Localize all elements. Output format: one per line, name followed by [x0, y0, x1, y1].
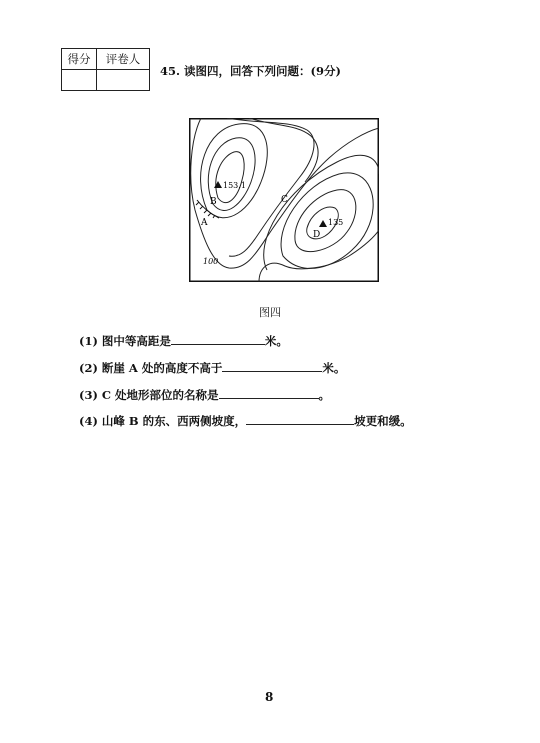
- item-4-prefix: (4) 山峰 B 的东、西两侧坡度，: [79, 414, 247, 428]
- score-table: [61, 48, 150, 91]
- peak-b-height-label: 153.1: [223, 181, 246, 190]
- reviewer-cell[interactable]: [97, 70, 150, 91]
- point-b-label: B: [210, 197, 217, 207]
- point-a-label: A: [201, 218, 208, 228]
- answer-blank-3[interactable]: [219, 387, 319, 399]
- item-1-suffix: 米。: [264, 334, 288, 348]
- question-item-4: [79, 413, 412, 429]
- contour-100-label: 100: [203, 257, 219, 266]
- answer-blank-2[interactable]: [222, 360, 322, 372]
- item-3-suffix: 。: [318, 388, 331, 402]
- point-d-label: D: [313, 230, 321, 240]
- question-heading: 45. 读图四，回答下列问题：(9分): [160, 64, 341, 78]
- figure-caption: 图四: [259, 306, 281, 319]
- item-2-suffix: 米。: [322, 361, 346, 375]
- point-c-label: C: [281, 195, 288, 205]
- question-item-2: [79, 360, 345, 376]
- question-item-1: [79, 333, 288, 349]
- item-4-suffix: 坡更和缓。: [354, 414, 412, 428]
- score-cell[interactable]: [62, 70, 97, 91]
- score-header: 得分: [62, 49, 97, 70]
- item-1-prefix: (1) 图中等高距是: [79, 334, 171, 348]
- answer-blank-1[interactable]: [171, 333, 265, 345]
- contour-map: [189, 118, 379, 282]
- answer-blank-4[interactable]: [246, 413, 354, 425]
- item-3-prefix: (3) C 处地形部位的名称是: [79, 388, 219, 402]
- peak-d-height-label: 135: [328, 218, 344, 227]
- reviewer-header: 评卷人: [97, 49, 150, 70]
- page-number: 8: [265, 690, 274, 704]
- question-item-3: [79, 387, 330, 403]
- item-2-prefix: (2) 断崖 A 处的高度不高于: [79, 361, 223, 375]
